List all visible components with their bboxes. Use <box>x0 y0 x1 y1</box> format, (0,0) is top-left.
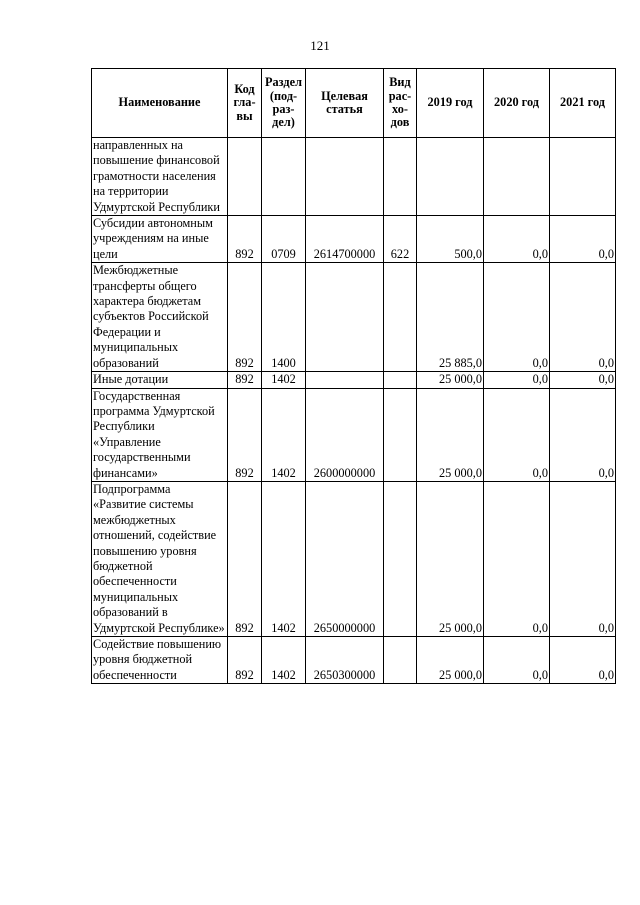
row-2020: 0,0 <box>484 481 550 636</box>
row-2020 <box>484 138 550 216</box>
row-code: 892 <box>228 372 262 388</box>
row-2020: 0,0 <box>484 263 550 372</box>
table-row <box>92 481 616 636</box>
table-row <box>92 388 616 481</box>
row-name: Подпрограмма «Развитие системы межбюджетных отношений, содействие повышению уровня бюджетной обеспеченности муниципальных образований в Удмуртской Республике» <box>92 481 228 636</box>
row-2020: 0,0 <box>484 372 550 388</box>
table-row <box>92 263 616 372</box>
row-2020: 0,0 <box>484 388 550 481</box>
budget-table <box>91 68 616 684</box>
row-expense: 622 <box>384 216 417 263</box>
header-expense: Вид рас- хо- дов <box>384 69 417 138</box>
row-2021: 0,0 <box>550 637 616 684</box>
row-expense <box>384 372 417 388</box>
row-2019: 500,0 <box>417 216 484 263</box>
row-section: 1402 <box>262 388 306 481</box>
header-2019: 2019 год <box>417 69 484 138</box>
row-article: 2614700000 <box>306 216 384 263</box>
row-section: 1402 <box>262 372 306 388</box>
row-article: 2650300000 <box>306 637 384 684</box>
row-2019: 25 000,0 <box>417 637 484 684</box>
row-2020: 0,0 <box>484 637 550 684</box>
row-article <box>306 263 384 372</box>
row-expense <box>384 263 417 372</box>
row-2021: 0,0 <box>550 372 616 388</box>
header-code: Код гла- вы <box>228 69 262 138</box>
row-code: 892 <box>228 637 262 684</box>
row-expense <box>384 637 417 684</box>
header-2020: 2020 год <box>484 69 550 138</box>
row-section <box>262 138 306 216</box>
row-expense <box>384 138 417 216</box>
row-article <box>306 372 384 388</box>
row-code <box>228 138 262 216</box>
row-name: Межбюджетные трансферты общего характера бюджетам субъектов Российской Федерации и муниципальных образований <box>92 263 228 372</box>
table-row <box>92 637 616 684</box>
row-expense <box>384 481 417 636</box>
row-code: 892 <box>228 263 262 372</box>
row-code: 892 <box>228 388 262 481</box>
row-expense <box>384 388 417 481</box>
row-2021: 0,0 <box>550 216 616 263</box>
row-2019: 25 885,0 <box>417 263 484 372</box>
row-section: 1402 <box>262 637 306 684</box>
row-article: 2650000000 <box>306 481 384 636</box>
header-article: Целевая статья <box>306 69 384 138</box>
table-row <box>92 138 616 216</box>
header-name: Наименование <box>92 69 228 138</box>
row-article <box>306 138 384 216</box>
header-section: Раздел (под- раз- дел) <box>262 69 306 138</box>
row-2020: 0,0 <box>484 216 550 263</box>
page-number: 121 <box>310 38 330 53</box>
row-2021 <box>550 138 616 216</box>
row-section: 1400 <box>262 263 306 372</box>
row-2019: 25 000,0 <box>417 388 484 481</box>
row-article: 2600000000 <box>306 388 384 481</box>
row-name: Государственная программа Удмуртской Республики «Управление государственными финансами» <box>92 388 228 481</box>
row-section: 0709 <box>262 216 306 263</box>
row-code: 892 <box>228 216 262 263</box>
header-row <box>92 69 616 138</box>
row-2019: 25 000,0 <box>417 372 484 388</box>
header-2021: 2021 год <box>550 69 616 138</box>
row-2019: 25 000,0 <box>417 481 484 636</box>
table-row <box>92 372 616 388</box>
table-row <box>92 216 616 263</box>
row-name: направленных на повышение финансовой грамотности населения на территории Удмуртской Республики <box>92 138 228 216</box>
row-name: Иные дотации <box>92 372 228 388</box>
row-name: Субсидии автономным учреждениям на иные цели <box>92 216 228 263</box>
row-code: 892 <box>228 481 262 636</box>
row-2021: 0,0 <box>550 481 616 636</box>
row-2021: 0,0 <box>550 388 616 481</box>
row-name: Содействие повышению уровня бюджетной обеспеченности <box>92 637 228 684</box>
row-2021: 0,0 <box>550 263 616 372</box>
row-2019 <box>417 138 484 216</box>
row-section: 1402 <box>262 481 306 636</box>
